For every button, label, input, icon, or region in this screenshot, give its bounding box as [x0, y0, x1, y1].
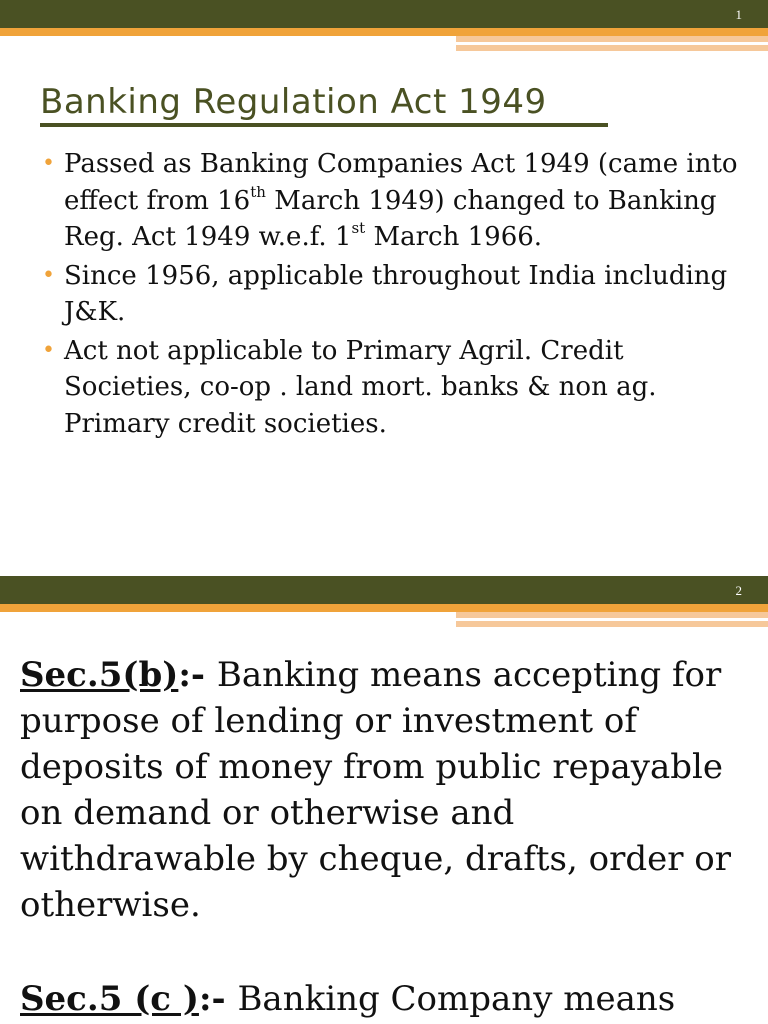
- title-underline: [40, 123, 608, 127]
- header-accent-stripe: [0, 604, 768, 612]
- slide-number: 1: [735, 7, 742, 22]
- bullet-item: [40, 333, 740, 443]
- header-band: [0, 0, 768, 28]
- section-label: Sec.5 (c ): [20, 979, 199, 1019]
- section-separator: :-: [178, 655, 217, 695]
- section-label: Sec.5(b): [20, 655, 179, 695]
- slide-2: [0, 576, 768, 1024]
- definition-sec-5c: [20, 976, 750, 1022]
- bullet-text: Act not applicable to Primary Agril. Credit Societies, co-op . land mort. banks & non ag. Primary credit societies.: [64, 335, 657, 439]
- definition-text: Banking means accepting for purpose of lending or investment of deposits of money from public repayable on demand or otherwise and withdrawable by cheque, drafts, order or otherwise.: [20, 655, 731, 925]
- bullet-dot-icon: •: [42, 151, 55, 176]
- definition-text: Banking Company means: [237, 979, 676, 1019]
- bullet-text: March 1949) changed to Banking Reg. Act 1949 w.e.f. 1: [64, 185, 717, 252]
- slide-number: 2: [735, 583, 742, 598]
- header-tab-line: [456, 42, 768, 45]
- header-band: [0, 576, 768, 604]
- bullet-dot-icon: •: [42, 337, 55, 363]
- bullet-list: [40, 146, 740, 444]
- bullet-item: [40, 146, 740, 256]
- header-tab-line: [456, 618, 768, 621]
- section-separator: :-: [198, 979, 238, 1019]
- header-accent-stripe: [0, 28, 768, 36]
- bullet-item: [40, 258, 740, 331]
- bullet-text: Since 1956, applicable throughout India including J&K.: [64, 260, 728, 327]
- definition-sec-5b: [20, 652, 750, 928]
- bullet-text: March 1966.: [365, 222, 543, 252]
- bullet-text: Passed as Banking Companies Act 1949 (came into effect from 16: [64, 149, 738, 216]
- bullet-dot-icon: •: [42, 262, 55, 288]
- superscript: st: [351, 219, 366, 238]
- slide-title: Banking Regulation Act 1949: [40, 82, 547, 122]
- superscript: th: [250, 182, 266, 201]
